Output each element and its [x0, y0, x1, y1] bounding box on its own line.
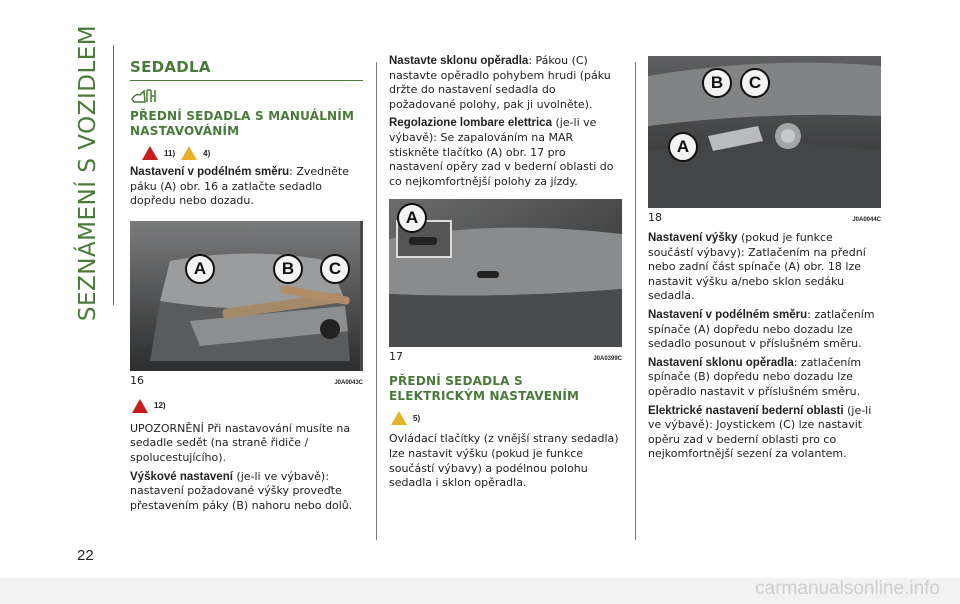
- figure-caption: 16 J0A0043C: [130, 373, 363, 387]
- side-chapter-title: SEZNÁMENÍ S VOZIDLEM: [75, 24, 102, 322]
- paragraph: Nastavení sklonu opěradla: zatlačením spínače (B) dopředu nebo dozadu lze opěradlo nastavit v příslušném směru.: [648, 355, 862, 398]
- warning-text: UPOZORNĚNÍ Při nastavování musíte na sedadle sedět (na straně řidiče / spolucestujícího).: [130, 421, 351, 464]
- subsection-title: PŘEDNÍ SEDADLA S MANUÁLNÍM NASTAVOVÁNÍM: [130, 109, 355, 138]
- warning-ref-row: 12): [132, 396, 363, 416]
- paragraph: Výškové nastavení (je-li ve výbavě): nastavení požadované výšky proveďte přestavením páky (B) nahoru nebo dolů.: [130, 469, 353, 512]
- callout-label: A: [397, 203, 427, 233]
- manual-icon: [130, 81, 363, 109]
- callout-label: B: [702, 68, 732, 98]
- section-title: SEDADLA: [130, 58, 211, 76]
- callout-label: C: [740, 68, 770, 98]
- paragraph: Nastavení v podélném směru: zatlačením spínače (A) dopředu nebo dozadu lze sedadlo posunout v příslušném směru.: [648, 307, 875, 351]
- warning-refs: 11) 4): [142, 143, 363, 163]
- warning-triangle-icon: [142, 146, 158, 160]
- figure-caption: 17 J0A0399C: [389, 350, 622, 364]
- side-divider: [113, 45, 114, 305]
- callout-label: B: [273, 254, 303, 284]
- column-1: [130, 54, 363, 513]
- figure-16-photo: [130, 221, 363, 371]
- caution-triangle-icon: [391, 411, 407, 425]
- watermark: carmanualsonline.info: [755, 578, 940, 599]
- paragraph: Nastavte sklonu opěradla: Pákou (C) nastavte opěradlo pohybem hrudi (páku držte do nastavení sedadla do požadované polohy, pak ji uvolněte).: [389, 54, 611, 111]
- caution-triangle-icon: [181, 146, 197, 160]
- callout-label: C: [320, 254, 350, 284]
- subsection-title: PŘEDNÍ SEDADLA S ELEKTRICKÝM NASTAVENÍM: [389, 374, 580, 404]
- warning-ref-row: 5): [391, 408, 622, 428]
- figure-18-photo: [648, 56, 881, 208]
- paragraph: Regolazione lombare elettrica (je-li ve výbavě): Se zapalováním na MAR stiskněte tlačítko (A) obr. 17 pro nastavení opěry zad v bederní oblasti do co nejkomfortnější polohy za jízdy.: [389, 116, 614, 188]
- warning-triangle-icon: [132, 399, 148, 413]
- page-number: 22: [77, 547, 94, 564]
- column-2: [389, 54, 622, 491]
- callout-label: A: [668, 132, 698, 162]
- column-divider: [635, 62, 636, 540]
- callout-label: A: [185, 254, 215, 284]
- figure-17-photo: [389, 199, 622, 347]
- column-divider: [376, 62, 377, 540]
- paragraph: Elektrické nastavení bederní oblasti (je-li ve výbavě): Joystickem (C) lze nastavit opěru zad v bederní oblasti pro co nejkomfortnější sezení za volantem.: [648, 403, 872, 461]
- paragraph: Nastavení výšky (pokud je funkce součástí výbavy): Zatlačením na přední nebo zadní část spínače (A) obr. 18 lze nastavit výšku a/nebo sklon sedáku sedadla.: [648, 231, 866, 303]
- figure-caption: 18 J0A0044C: [648, 211, 881, 224]
- paragraph: Nastavení v podélném směru: Zvedněte páku (A) obr. 16 a zatlačte sedadlo dopředu nebo dozadu.: [130, 165, 349, 208]
- column-3: [648, 54, 881, 462]
- paragraph: Ovládací tlačítky (z vnější strany sedadla) lze nastavit výšku (pokud je funkce součástí výbavy) a podélnou polohu sedadla i sklon opěradla.: [389, 432, 619, 490]
